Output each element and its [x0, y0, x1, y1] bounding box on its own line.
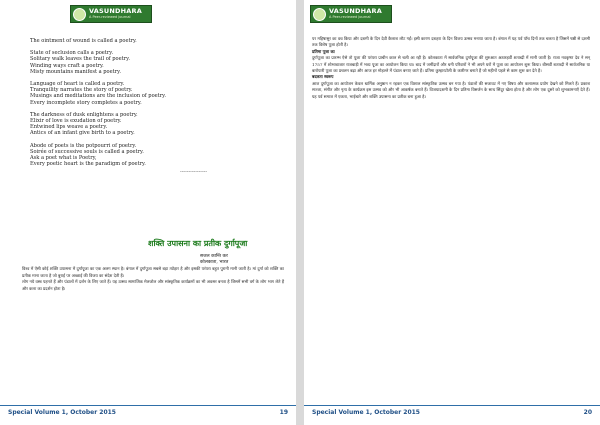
- right-page: [304, 0, 600, 425]
- poem-stanza: [30, 50, 280, 75]
- poem-line: Language of heart is called a poetry.: [30, 81, 125, 88]
- page-number: 19: [279, 409, 288, 416]
- poem-stanza: [30, 143, 280, 168]
- body-paragraph: आज दुर्गापूजा का आयोजन केवल धार्मिक अनुष्ठान न रहकर एक विशाल सांस्कृतिक उत्सव बन गया है। पंडालों की सजावट में नए विषय और कलात्मक प्रयोग देखने को मिलते हैं। प्रकाश सज्जा, संगीत और नृत्य के कार्यक्रम इस उत्सव को और भी आकर्षक बनाते हैं। विजयादशमी के दिन प्रतिमा विसर्जन के साथ सिंदूर खेला होता है और लोग एक दूसरे को शुभकामनाएँ देते हैं। यह पर्व समाज में एकता, भाईचारे और शक्ति उपासना का प्रतीक बना हुआ है।: [312, 80, 590, 99]
- poem-stanza: [30, 112, 280, 137]
- poem-line: Entwined lips weave a poetry.: [30, 124, 108, 131]
- poem-line: Antics of an infant give birth to a poetry.: [30, 130, 135, 137]
- journal-logo: [310, 5, 392, 23]
- logo-name: VASUNDHARA: [329, 7, 382, 15]
- article-title: शक्ति उपासना का प्रतीक दुर्गापूजा: [148, 238, 248, 248]
- poem-end-divider: ----------------: [180, 169, 208, 176]
- logo-emblem-icon: [313, 8, 326, 21]
- article-body-continued: [312, 36, 590, 100]
- section-heading: प्रतिमा पूजा का: [312, 48, 335, 54]
- poem-line: Solitary walk leaves the trail of poetry.: [30, 56, 130, 63]
- article-body: [22, 266, 284, 292]
- author-location: कोलकाता, भारत: [200, 260, 229, 265]
- poem-line: Winding ways craft a poetry.: [30, 62, 104, 69]
- poem-line: Musings and meditations are the inclusion of poetry.: [30, 93, 166, 100]
- left-page: [0, 0, 296, 425]
- footer-volume: Special Volume 1, October 2015: [312, 409, 420, 416]
- logo-name: VASUNDHARA: [89, 7, 142, 15]
- author-name: सजल कान्ति कर: [200, 254, 228, 259]
- poem-line: Tranquility narrates the story of poetry.: [30, 87, 133, 94]
- body-paragraph: पर महिषासुर का वध किया और दशमी के दिन देवी कैलाश लौट गईं। इसी कारण दशहरा के दिन विजय उत्सव मनाया जाता है। बंगाल में यह पर्व पाँच दिनों तक चलता है जिसमें षष्ठी से दशमी तक विशेष पूजा होती है।: [312, 36, 590, 48]
- page-number: 20: [583, 409, 592, 416]
- poem-line: Every poetic heart is the paradigm of poetry.: [30, 161, 146, 168]
- body-paragraph: लोग नये वस्त्र पहनते हैं और पंडालों में दर्शन के लिए जाते हैं। यह उत्सव सामाजिक मेलजोल और सांस्कृतिक कार्यक्रमों का भी अवसर बनता है जिसमें सभी वर्ग के लोग भाग लेते हैं और कला का प्रदर्शन होता है।: [22, 279, 284, 291]
- logo-tagline: A Peer-reviewed Journal: [329, 15, 371, 19]
- logo-emblem-icon: [73, 8, 86, 21]
- poem-line: Ask a poet what is Poetry,: [30, 155, 97, 162]
- journal-logo: [70, 5, 152, 23]
- poem-line: Soirée of successive souls is called a poetry.: [30, 148, 144, 155]
- body-paragraph: दुर्गापूजा का प्रारम्भ ऐसे तो पूजा की परंपरा प्राचीन काल से चली आ रही है। कोलकाता में सार्वजनिक दुर्गापूजा की शुरुआत अठारहवीं शताब्दी में मानी जाती है। राजा नवकृष्ण देव ने सन् 1757 में शोभाबाजार राजबाड़ी में भव्य पूजा का आयोजन किया था। बाद में जमींदारों और धनी परिवारों ने भी अपने घरों में पूजा का आयोजन शुरू किया। बीसवीं शताब्दी में सार्वजनिक या बारोयारी पूजा का प्रचलन बढ़ा और आज हर मोहल्ले में पंडाल बनाए जाते हैं। प्रतिमा कुम्हारटोली के कारीगर बनाते हैं जो महीनों पहले से काम शुरू कर देते हैं।: [312, 55, 590, 74]
- poem-line: Every incomplete story completes a poetry.: [30, 99, 142, 106]
- poem-stanza: [30, 38, 280, 44]
- poem-line: Misty mountains manifest a poetry.: [30, 68, 121, 75]
- poem-line: The ointment of wound is called a poetry.: [30, 38, 137, 44]
- poem-stanza: [30, 81, 280, 106]
- poem-line: Elixir of love is exudation of poetry.: [30, 118, 122, 125]
- section-heading: बदलता स्वरूप: [312, 74, 334, 80]
- article-byline: [200, 254, 228, 266]
- poem-line: The darkness of dusk enlightens a poetry.: [30, 111, 138, 118]
- poem-line: Abode of poets is the potpourri of poetry.: [30, 142, 137, 149]
- logo-tagline: A Peer-reviewed Journal: [89, 15, 131, 19]
- body-paragraph: विश्व में ऐसी कोई शक्ति उपासना में दुर्गापूजा का एक अलग स्थान है। बंगाल में दुर्गापूजा सबसे बड़ा त्योहार है और इसकी परंपरा बहुत पुरानी मानी जाती है। मां दुर्गा को शक्ति का प्रतीक माना जाता है जो बुराई पर अच्छाई की विजय का संदेश देती हैं।: [22, 266, 284, 278]
- poem-line: State of seclusion calls a poetry.: [30, 50, 114, 57]
- page-footer: [0, 405, 296, 420]
- poem: [30, 38, 280, 176]
- footer-volume: Special Volume 1, October 2015: [8, 409, 116, 416]
- page-footer: [304, 405, 600, 420]
